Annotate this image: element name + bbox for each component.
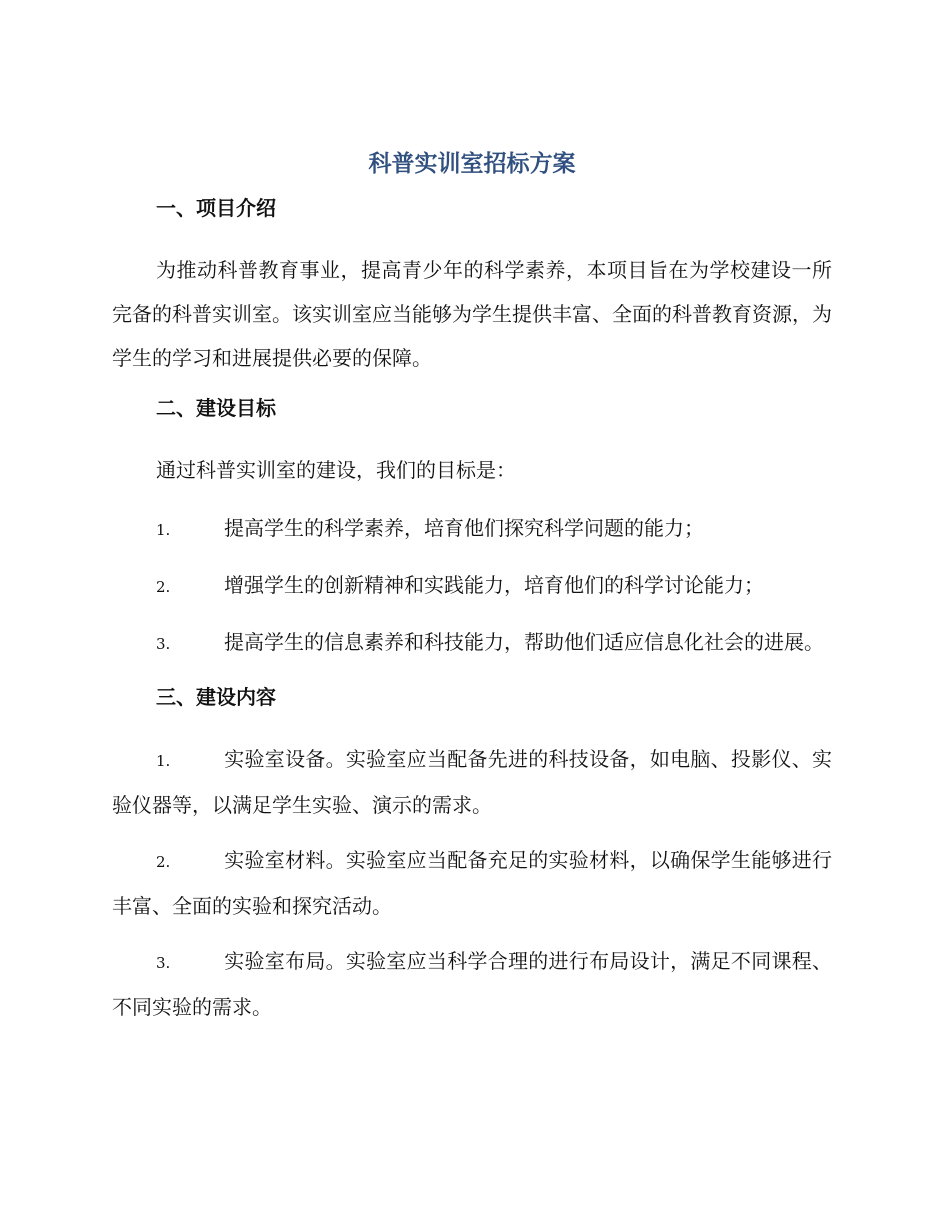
document-title: 科普实训室招标方案 bbox=[368, 151, 576, 177]
list-item-text: 提高学生的信息素养和科技能力，帮助他们适应信息化社会的进展。 bbox=[224, 630, 824, 654]
list-item bbox=[112, 737, 832, 827]
list-item-number: 3. bbox=[156, 635, 171, 653]
list-item bbox=[112, 939, 832, 1029]
list-item-number: 2. bbox=[156, 853, 171, 871]
list-item-number: 1. bbox=[156, 521, 171, 539]
list-item bbox=[112, 563, 832, 609]
list-item-text: 实验室布局。实验室应当科学合理的进行布局设计，满足不同课程、不同实验的需求。 bbox=[112, 949, 832, 1019]
list-item-number: 2. bbox=[156, 578, 171, 596]
list-item-number: 1. bbox=[156, 752, 171, 770]
section-paragraph-intro: 为推动科普教育事业，提高青少年的科学素养，本项目旨在为学校建设一所完备的科普实训室。该实训室应当能够为学生提供丰富、全面的科普教育资源，为学生的学习和进展提供必要的保障。 bbox=[112, 258, 832, 370]
list-item-number: 3. bbox=[156, 954, 171, 972]
list-item bbox=[112, 838, 832, 928]
section-heading-content: 三、建设内容 bbox=[156, 685, 276, 709]
section-heading-intro: 一、项目介绍 bbox=[156, 196, 276, 220]
list-item-text: 实验室材料。实验室应当配备充足的实验材料，以确保学生能够进行丰富、全面的实验和探究活动。 bbox=[112, 848, 832, 918]
list-item-text: 增强学生的创新精神和实践能力，培育他们的科学讨论能力； bbox=[224, 573, 764, 597]
section-heading-goals: 二、建设目标 bbox=[156, 396, 276, 420]
list-item bbox=[112, 506, 832, 552]
list-item bbox=[112, 620, 832, 666]
section-intro-goals: 通过科普实训室的建设，我们的目标是： bbox=[156, 458, 516, 482]
list-item-text: 提高学生的科学素养，培育他们探究科学问题的能力； bbox=[224, 516, 704, 540]
list-item-text: 实验室设备。实验室应当配备先进的科技设备，如电脑、投影仪、实验仪器等，以满足学生实验、演示的需求。 bbox=[112, 747, 832, 817]
document-content bbox=[112, 148, 832, 1040]
